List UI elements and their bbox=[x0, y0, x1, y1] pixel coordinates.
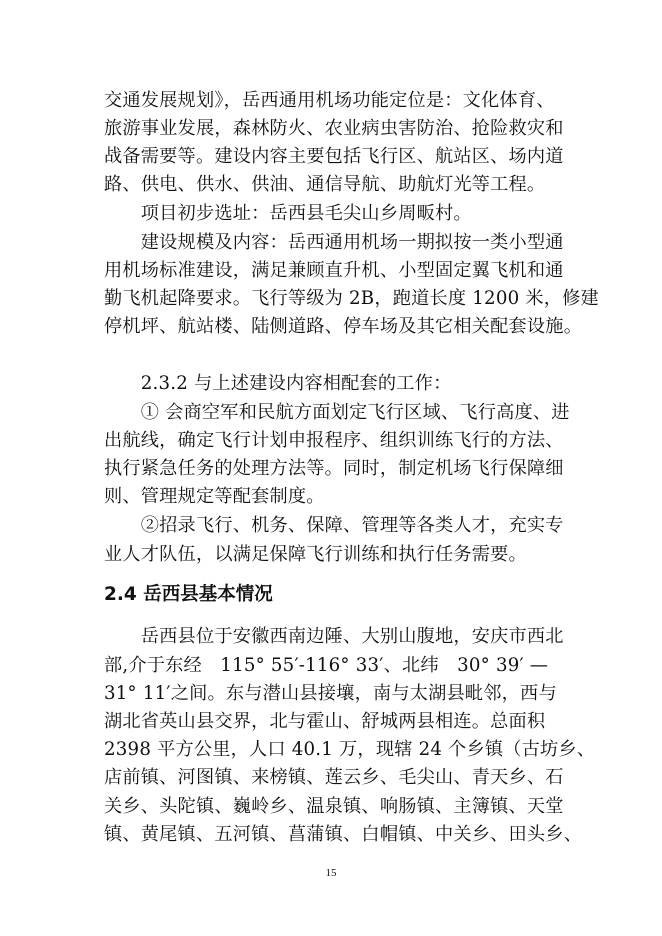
text-line: 部,介于东经 115° 55′-116° 33′、北纬 30° 39′ — bbox=[104, 655, 549, 676]
section-heading-2-3-2: 2.3.2 与上述建设内容相配套的工作： bbox=[104, 373, 452, 394]
page-number: 15 bbox=[325, 867, 337, 879]
text-line: 岳西县位于安徽西南边陲、大别山腹地，安庆市西北 bbox=[104, 626, 564, 647]
text-line: 31° 11′之间。东与潜山县接壤，南与太湖县毗邻，西与 bbox=[104, 683, 557, 704]
text-line: 项目初步选址：岳西县毛尖山乡周畈村。 bbox=[104, 203, 472, 224]
text-line: 出航线，确定飞行计划申报程序、组织训练飞行的方法、 bbox=[104, 430, 564, 451]
text-line: ②招录飞行、机务、保障、管理等各类人才，充实专 bbox=[104, 515, 564, 536]
text-line: 旅游事业发展，森林防火、农业病虫害防治、抢险救灾和 bbox=[104, 118, 564, 139]
text-line: 路、供电、供水、供油、通信导航、助航灯光等工程。 bbox=[104, 174, 546, 195]
text-line: 建设规模及内容：岳西通用机场一期拟按一类小型通 bbox=[104, 232, 564, 253]
section-heading-2-4: 2.4 岳西县基本情况 bbox=[104, 584, 273, 605]
text-line: 2398 平方公里，人口 40.1 万，现辖 24 个乡镇（古坊乡、 bbox=[104, 739, 596, 760]
text-line: 用机场标准建设，满足兼顾直升机、小型固定翼飞机和通 bbox=[104, 260, 564, 281]
text-line: 湖北省英山县交界，北与霍山、舒城两县相连。总面积 bbox=[104, 711, 546, 732]
text-line: 镇、黄尾镇、五河镇、菖蒲镇、白帽镇、中关乡、田头乡、 bbox=[104, 824, 583, 845]
text-line: 店前镇、河图镇、来榜镇、莲云乡、毛尖山、青天乡、石 bbox=[104, 767, 564, 788]
text-line: 停机坪、航站楼、陆侧道路、停车场及其它相关配套设施。 bbox=[104, 316, 583, 337]
text-line: 战备需要等。建设内容主要包括飞行区、航站区、场内道 bbox=[104, 146, 564, 167]
text-line: 执行紧急任务的处理方法等。同时，制定机场飞行保障细 bbox=[104, 458, 564, 479]
text-line: 交通发展规划》，岳西通用机场功能定位是：文化体育、 bbox=[104, 90, 555, 111]
text-line: 勤飞机起降要求。飞行等级为 2B，跑道长度 1200 米，修建 bbox=[104, 288, 599, 309]
text-line: 业人才队伍，以满足保障飞行训练和执行任务需要。 bbox=[104, 544, 527, 565]
text-line: 关乡、头陀镇、巍岭乡、温泉镇、响肠镇、主簿镇、天堂 bbox=[104, 796, 564, 817]
text-line: 则、管理规定等配套制度。 bbox=[104, 486, 325, 507]
text-line: ① 会商空军和民航方面划定飞行区域、飞行高度、进 bbox=[104, 402, 570, 423]
